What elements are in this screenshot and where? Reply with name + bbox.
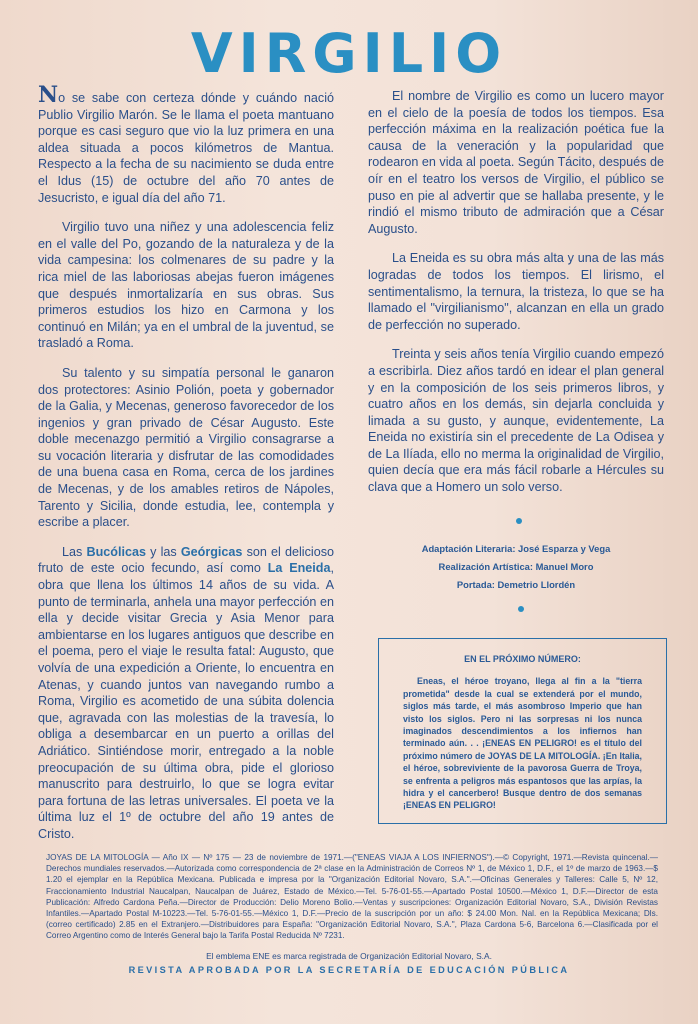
paragraph-childhood: Virgilio tuvo una niñez y una adolescencia feliz en el valle del Po, gozando de la naturaleza y de la vida campesina: los colmenares de su padre y la rica miel de las laboriosas abejas fueron imágenes que después inmortalizaría en sus obras. Sus primeros estudios los hizo en Carmona y los continuó en Milán; ya en el umbral de la juventud, se trasladó a Roma. (38, 220, 334, 351)
credit-realizacion: Realización Artística: Manuel Moro (438, 561, 594, 572)
next-issue-box (378, 638, 667, 824)
works-text-d: , obra que llena los últimos 14 años de su vida. A punto de terminarla, anhela una mayor perfección en ella y decide visitar Grecia y Asia Menor para ambientarse en los lugares antiguos que describe en el poema, pero el viaje le resulta fatal: Augusto, que volvía de una expedición a Oriente, lo encuentra en Atenas, y cuando juntos van navegando rumbo a Roma, Virgilio es acometido de una súbita dolencia que, agravada con las molestias de la travesía, lo obliga a desembarcar en un puerto a orillas del Adriático. Sintiéndose morir, entregado a la noble preocupación de su última obra, pide el glorioso manuscrito para destruirlo, lo que se logra evitar para fortuna de las letras universales. El poeta ve la última luz el 1º de octubre del año 19 antes de Cristo. (38, 561, 334, 841)
credits-block (368, 540, 664, 594)
right-column (368, 88, 664, 509)
paragraph-eneida: La Eneida es su obra más alta y una de las más logradas de todos los tiempos. El lirismo, el sentimentalismo, la ternura, la tristeza, lo que se ha llamado el "virgilianismo", alcanzan en ella un grado de perfección no superado. (368, 251, 664, 332)
next-issue-text-a: Eneas, el héroe troyano, llega al fin a la "tierra prometida" desde la cual se extenderá por el mundo, siglos más tarde, el más asombroso Imperio que han visto los siglos. Pero ni las sorpresas ni los nunca imaginados descendimientos a los infiernos han terminado aún. . . (403, 676, 642, 749)
paragraph-intro (38, 82, 334, 206)
paragraph-protectors: Su talento y su simpatía personal le ganaron dos protectores: Asinio Polión, poeta y gobernador de la Galia, y Mecenas, generoso favorecedor de los ingenios y gran privado de César Augusto. Este doble mecenazgo permitió a Virgilio consagrarse a su vocación literaria y disfrutar de las comodidades de una buena casa en Roma, cerca de los jardines de Mecenas, y de los amables retiros de Nápoles, Tarento y Sicilia, donde estudia, lee, contempla y escribe a placer. (38, 365, 334, 530)
next-issue-text (403, 675, 642, 811)
works-text-a: Las (62, 544, 87, 559)
paragraph-works (38, 544, 334, 843)
works-text-c: son el delicioso fruto de este ocio fecundo, así como (38, 544, 335, 576)
approval-notice: REVISTA APROBADA POR LA SECRETARÍA DE EDUCACIÓN PÚBLICA (128, 965, 570, 975)
next-issue-text-b: es el título del próximo número de (403, 738, 642, 761)
next-issue-heading: EN EL PRÓXIMO NÚMERO: (464, 654, 581, 664)
paragraph-intro-text: o se sabe con certeza dónde y cuándo nació Publio Virgilio Marón. Se le llama el poeta mantuano porque es casi seguro que vio la luz primera en una aldea situada a pocos kilómetros de Mantua. Respecto a la fecha de su nacimiento se duda entre el Idus (15) de octubre del año 70 antes de Jesucristo, e igual día del año 71. (38, 91, 334, 205)
emblem-notice: El emblema ENE es marca registrada de Organización Editorial Novaro, S.A. (206, 951, 492, 961)
credit-portada: Portada: Demetrio Llordén (456, 579, 576, 590)
publication-footer: JOYAS DE LA MITOLOGÍA — Año IX — Nº 175 — 23 de noviembre de 1971.—("ENEAS VIAJA A LOS INFIERNOS").—© Copyright, 1971.—Revista quincenal.—Derechos mundiales reservados.—Autorizada como correspondencia de 2ª clase en la Administración de Correos Nº 1, de México 1, D.F., el 1º de marzo de 1963.—$ 1.20 el ejemplar en la República Mexicana. Publicada e impresa por la "Organización Editorial Novaro, S.A.".—Oficinas Generales y Talleres: Calle 5, Nº 12, Fraccionamiento Industrial Naucalpan, Naucalpan de Juárez, Estado de México.—Tel. 5-76-01-55.—Apartado Postal 10500.—México 1, D.F.—Director de esta Publicación: Alfredo Cardona Peña.—Director de Producción: Delio Moreno Bolio.—Ventas y suscripciones: Organización Editorial Novaro, S.A., División Revistas Infantiles.—Apartado Postal M-10223.—Tel. 5-76-01-55.—México 1, D.F.—Precio de la suscripción por un año: $ 24.00 Mon. Nal. en la República Mexicana; Dls. (correo certificado) 2.85 en el Extranjero.—Distribuidores para España: "Organización Editorial Novaro, S.A.", Plaza Cardona 5-6, Barcelona 6.—Clasificada por el Correo Argentino como de Interés General bajo la Tarifa Postal Reducida Nº 7231. (46, 853, 658, 941)
series-name: JOYAS DE LA MITOLOGÍA (487, 750, 598, 761)
georgicas-title: Geórgicas (180, 544, 243, 559)
eneida-title: La Eneida (267, 561, 331, 576)
left-column (38, 82, 335, 856)
paragraph-composition: Treinta y seis años tenía Virgilio cuando empezó a escribirla. Diez años tardó en idear el plan general y en la composición de los seis primeros libros, y cuatro años en los demás, sin dejarla concluida y limada a su gusto, y aunque, evidentemente, La Eneida no existiría sin el precedente de La Odisea y de La Ilíada, ello no merma la originalidad de Virgilio, quien decía que era más fácil robarle a Hércules su clava que a Homero un solo verso. (368, 347, 664, 495)
works-text-b: y las (145, 544, 181, 559)
next-issue-title: ¡ENEAS EN PELIGRO! (482, 738, 577, 749)
page-title: VIRGILIO (190, 22, 508, 85)
paragraph-fame: El nombre de Virgilio es como un lucero mayor en el cielo de la poesía de todos los tiempos. Esa perfección máxima en la realización poética fue la causa de la veneración y la popularidad que rodearon en vida al poeta. Según Tácito, después de oír en el teatro los versos de Virgilio, el público se puso en pie al advertir que se hallaba presente, y le rindió el mismo tributo de admiración que a César Augusto. (368, 89, 664, 236)
next-issue-text-c: . ¡En Italia, el héroe, sobreviviente de la pavorosa Guerra de Troya, se enfrenta a peligros más espantosos que las arpías, la hidra y el cancerbero! Busque dentro de dos semanas (403, 750, 643, 799)
divider-dot-bottom (518, 606, 524, 612)
bucolicas-title: Bucólicas (86, 544, 146, 559)
divider-dot-top (516, 518, 522, 524)
credit-adaptacion: Adaptación Literaria: José Esparza y Vega (421, 543, 611, 554)
drop-cap: N (38, 82, 59, 108)
next-issue-title-repeat: ¡ENEAS EN PELIGRO! (403, 800, 496, 811)
